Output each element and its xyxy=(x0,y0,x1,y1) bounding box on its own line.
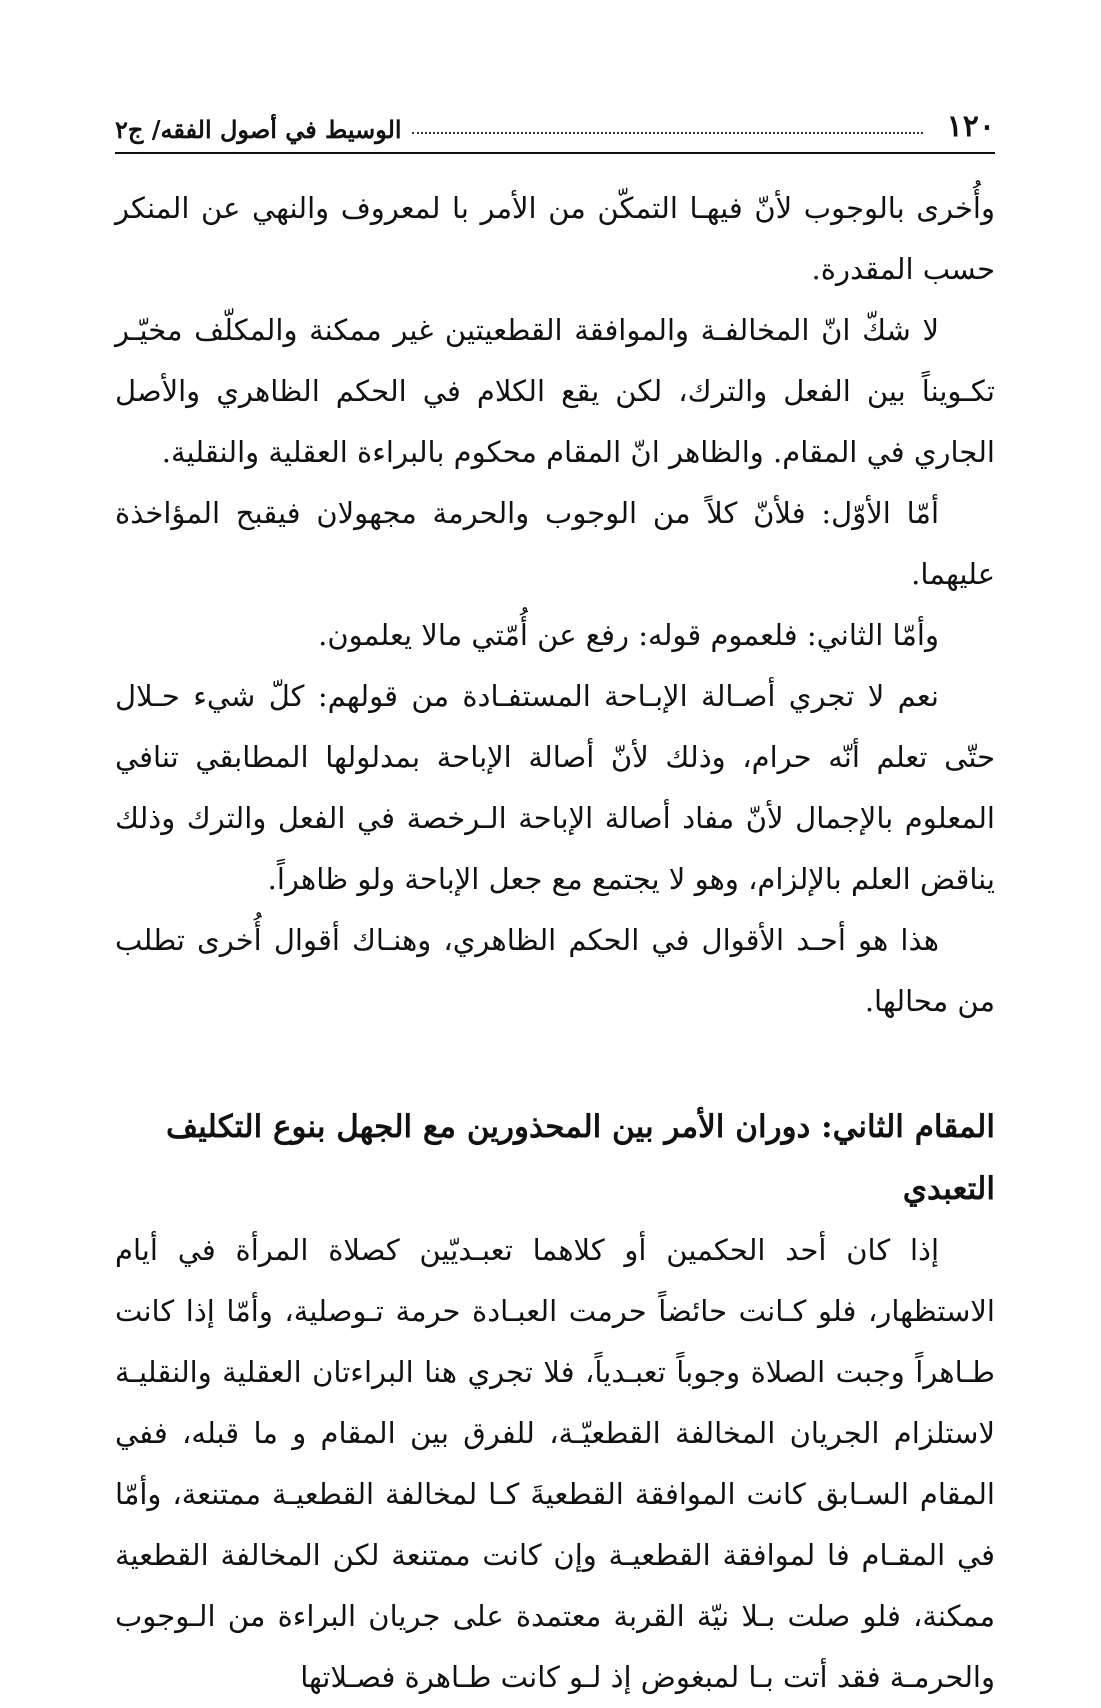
header-dot-leader xyxy=(412,132,923,134)
paragraph: وأمّا الثاني: فلعموم قوله: رفع عن أُمّتي مالا يعلمون. xyxy=(318,618,939,652)
paragraph: لا شكّ انّ المخالفـة والموافقة القطعيتين غير ممكنة والمكلّف مخيّـر تكـويناً بين الفعل والترك، لكن يقع الكلام في الحكم الظاهري والأصل الجاري في المقام. والظاهر انّ المقام محكوم بالبراءة العقلية والنقلية. xyxy=(115,313,995,469)
page-number: ١٢٠ xyxy=(946,109,995,144)
section-gap xyxy=(115,1032,995,1096)
header-rule xyxy=(115,152,995,154)
book-title: الوسيط في أصول الفقه/ ج٢ xyxy=(115,115,402,144)
paragraph: وأُخرى بالوجوب لأنّ فيهـا التمكّن من الأمر با لمعروف والنهي عن المنكر حسب المقدرة. xyxy=(115,191,995,286)
paragraph: إذا كان أحد الحكمين أو كلاهما تعبـديّين كصلاة المرأة في أيام الاستظهار، فلو كـانت حائضاً حرمت العبـادة حرمة تـوصلية، وأمّا إذا كانت طـاهراً وجبت الصلاة وجوباً تعبـدياً، فلا تجري هنا البراءتان العقلية والنقليـة لاستلزام الجريان المخالفة القطعيّـة، للفرق بين المقام و ما قبله، ففي المقام السـابق كانت الموافقة القطعيةَ كـا لمخالفة القطعيـة ممتنعة، وأمّا في المقـام فا لموافقة القطعيـة وإن كانت ممتنعة لكن المخالفة القطعية ممكنة، فلو صلت بـلا نيّة القربة معتمدة على جريان البراءة من الـوجوب والحرمـة فقد أتت بـا لمبغوض إذ لـو كانت طـاهرة فصـلاتها xyxy=(115,1233,995,1694)
body-text xyxy=(115,178,995,1708)
paragraph: نعم لا تجري أصـالة الإبـاحة المستفـادة من قولهم: كلّ شيء حـلال حتّى تعلم أنّه حرام، وذلك لأنّ أصالة الإباحة بمدلولها المطابقي تنافي المعلوم بالإجمال لأنّ مفاد أصالة الإباحة الـرخصة في الفعل والترك وذلك يناقض العلم بالإلزام، وهو لا يجتمع مع جعل الإباحة ولو ظاهراً. xyxy=(115,679,995,896)
paragraph: أمّا الأوّل: فلأنّ كلاً من الوجوب والحرمة مجهولان فيقبح المؤاخذة عليهما. xyxy=(115,496,995,591)
section-heading: المقام الثاني: دوران الأمر بين المحذورين مع الجهل بنوع التكليف التعبدي xyxy=(165,1109,995,1207)
page-header xyxy=(115,92,995,144)
paragraph: هذا هو أحـد الأقوال في الحكم الظاهري، وهنـاك أقوال أُخرى تطلب من محالها. xyxy=(115,923,995,1018)
